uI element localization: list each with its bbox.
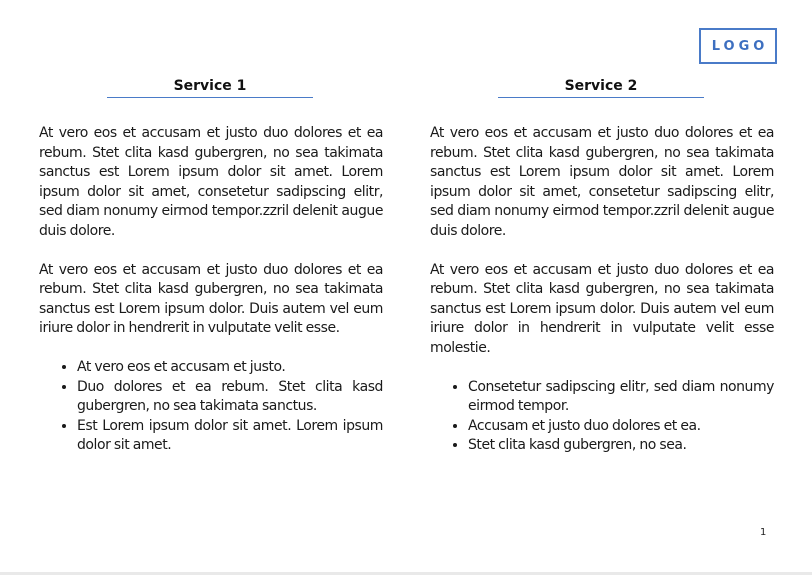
service-2-heading: Service 2 [498, 76, 704, 98]
paragraph: At vero eos et accusam et justo duo dolores et ea rebum. Stet clita kasd gubergren, no sea takimata sanctus est Lorem ipsum dolor. Duis autem vel eum iriure dolor in hendrerit in vulputate velit esse. [39, 261, 383, 336]
bullet-list [39, 358, 383, 456]
paragraph: At vero eos et accusam et justo duo dolores et ea rebum. Stet clita kasd gubergren, no sea takimata sanctus est Lorem ipsum dolor. Duis autem vel eum iriure dolor in hendrerit in vulputate velit esse molestie. [430, 261, 774, 356]
service-1-column [39, 124, 383, 456]
list-item: • Accusam et justo duo dolores et ea. [468, 417, 774, 437]
logo [699, 28, 777, 64]
bullet-list [430, 378, 774, 456]
paragraph: At vero eos et accusam et justo duo dolores et ea rebum. Stet clita kasd gubergren, no sea takimata sanctus est Lorem ipsum dolor sit amet. Lorem ipsum dolor sit amet, consetetur sadipscing elitr, sed diam nonumy eirmod tempor.zzril delenit augue duis dolore. [430, 125, 774, 239]
list-item: • Stet clita kasd gubergren, no sea. [468, 436, 774, 456]
list-item: • Consetetur sadipscing elitr, sed diam nonumy eirmod tempor. [468, 378, 774, 417]
service-2-column [430, 124, 774, 456]
logo-text: LOGO [711, 38, 769, 54]
list-item: • Duo dolores et ea rebum. Stet clita kasd gubergren, no sea takimata sanctus. [77, 378, 383, 417]
list-item: • At vero eos et accusam et justo. [77, 358, 383, 378]
page-number: 1 [760, 527, 767, 538]
service-1-heading: Service 1 [107, 76, 313, 98]
paragraph: At vero eos et accusam et justo duo dolores et ea rebum. Stet clita kasd gubergren, no sea takimata sanctus est Lorem ipsum dolor sit amet. Lorem ipsum dolor sit amet, consetetur sadipscing elitr, sed diam nonumy eirmod tempor.zzril delenit augue duis dolore. [39, 125, 383, 239]
list-item: • Est Lorem ipsum dolor sit amet. Lorem ipsum dolor sit amet. [77, 417, 383, 456]
